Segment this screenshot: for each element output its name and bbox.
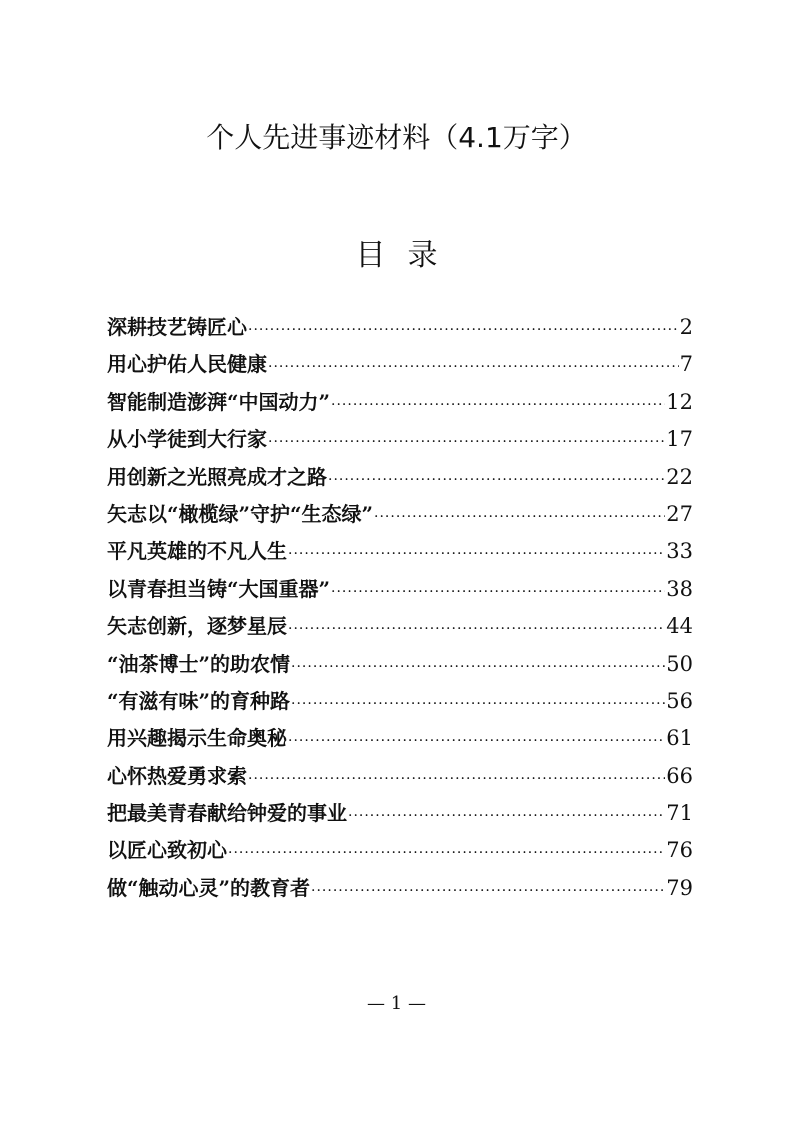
- dot-leader: [328, 465, 665, 495]
- table-of-contents: [107, 312, 693, 910]
- toc-entry-page: 2: [679, 315, 693, 339]
- toc-entry-title: 以青春担当铸“大国重器”: [107, 576, 331, 601]
- document-title: 个人先进事迹材料（4.1万字）: [206, 121, 587, 154]
- dot-leader: [288, 614, 665, 644]
- toc-entry-page: 66: [666, 763, 693, 788]
- toc-entry[interactable]: [107, 499, 693, 536]
- toc-entry[interactable]: [107, 574, 693, 611]
- toc-entry-page: 44: [666, 614, 693, 639]
- toc-entry[interactable]: [107, 873, 693, 910]
- toc-entry[interactable]: [107, 462, 693, 499]
- dot-leader: [268, 427, 665, 457]
- toc-entry[interactable]: [107, 536, 693, 573]
- toc-entry[interactable]: [107, 761, 693, 798]
- toc-entry-page: 56: [666, 688, 693, 713]
- page-number: — 1 —: [367, 993, 426, 1014]
- toc-entry-title: 把最美青春献给钟爱的事业: [107, 801, 347, 826]
- toc-entry-title: 做“触动心灵”的教育者: [107, 875, 311, 900]
- toc-heading: 目录: [355, 238, 460, 273]
- toc-entry[interactable]: [107, 349, 693, 386]
- toc-entry-title: 矢志以“橄榄绿”守护“生态绿”: [107, 501, 374, 526]
- dot-leader: [291, 689, 665, 719]
- dot-leader: [288, 539, 665, 569]
- toc-entry-title: 矢志创新，逐梦星辰: [107, 614, 287, 639]
- toc-entry-title: 用心护佑人民健康: [107, 352, 267, 377]
- dot-leader: [311, 876, 665, 906]
- toc-entry-title: 心怀热爱勇求索: [107, 763, 247, 788]
- toc-entry-title: 用创新之光照亮成才之路: [107, 464, 327, 489]
- toc-entry-page: 50: [666, 651, 693, 676]
- toc-entry-page: 12: [666, 389, 693, 414]
- toc-entry[interactable]: [107, 312, 693, 349]
- dot-leader: [374, 502, 665, 532]
- toc-entry[interactable]: [107, 424, 693, 461]
- toc-entry-page: 76: [666, 838, 693, 863]
- toc-entry[interactable]: [107, 611, 693, 648]
- toc-entry-page: 61: [666, 726, 693, 751]
- dot-leader: [331, 577, 665, 607]
- toc-entry-page: 38: [666, 576, 693, 601]
- toc-entry-title: “有滋有味”的育种路: [107, 688, 291, 713]
- toc-entry[interactable]: [107, 649, 693, 686]
- toc-entry-page: 22: [666, 464, 693, 489]
- dot-leader: [331, 390, 665, 420]
- toc-entry-page: 33: [666, 539, 693, 564]
- toc-entry-title: 从小学徒到大行家: [107, 427, 267, 452]
- dot-leader: [248, 315, 679, 345]
- toc-entry-title: 智能制造澎湃“中国动力”: [107, 389, 331, 414]
- toc-entry-page: 79: [666, 875, 693, 900]
- toc-entry-page: 17: [666, 427, 693, 452]
- toc-entry[interactable]: [107, 798, 693, 835]
- toc-entry-title: 以匠心致初心: [107, 838, 227, 863]
- dot-leader: [288, 726, 665, 756]
- dot-leader: [348, 801, 665, 831]
- toc-entry-title: “油茶博士”的助农情: [107, 651, 291, 676]
- dot-leader: [291, 652, 665, 682]
- toc-entry-title: 深耕技艺铸匠心: [107, 315, 247, 339]
- dot-leader: [268, 352, 679, 382]
- toc-entry-page: 71: [666, 801, 693, 826]
- toc-entry[interactable]: [107, 723, 693, 760]
- toc-entry-page: 27: [666, 501, 693, 526]
- toc-entry[interactable]: [107, 686, 693, 723]
- dot-leader: [248, 764, 665, 794]
- toc-entry[interactable]: [107, 387, 693, 424]
- toc-entry-title: 用兴趣揭示生命奥秘: [107, 726, 287, 751]
- toc-entry-page: 7: [679, 352, 693, 377]
- toc-entry-title: 平凡英雄的不凡人生: [107, 539, 287, 564]
- toc-entry[interactable]: [107, 835, 693, 872]
- dot-leader: [228, 838, 665, 868]
